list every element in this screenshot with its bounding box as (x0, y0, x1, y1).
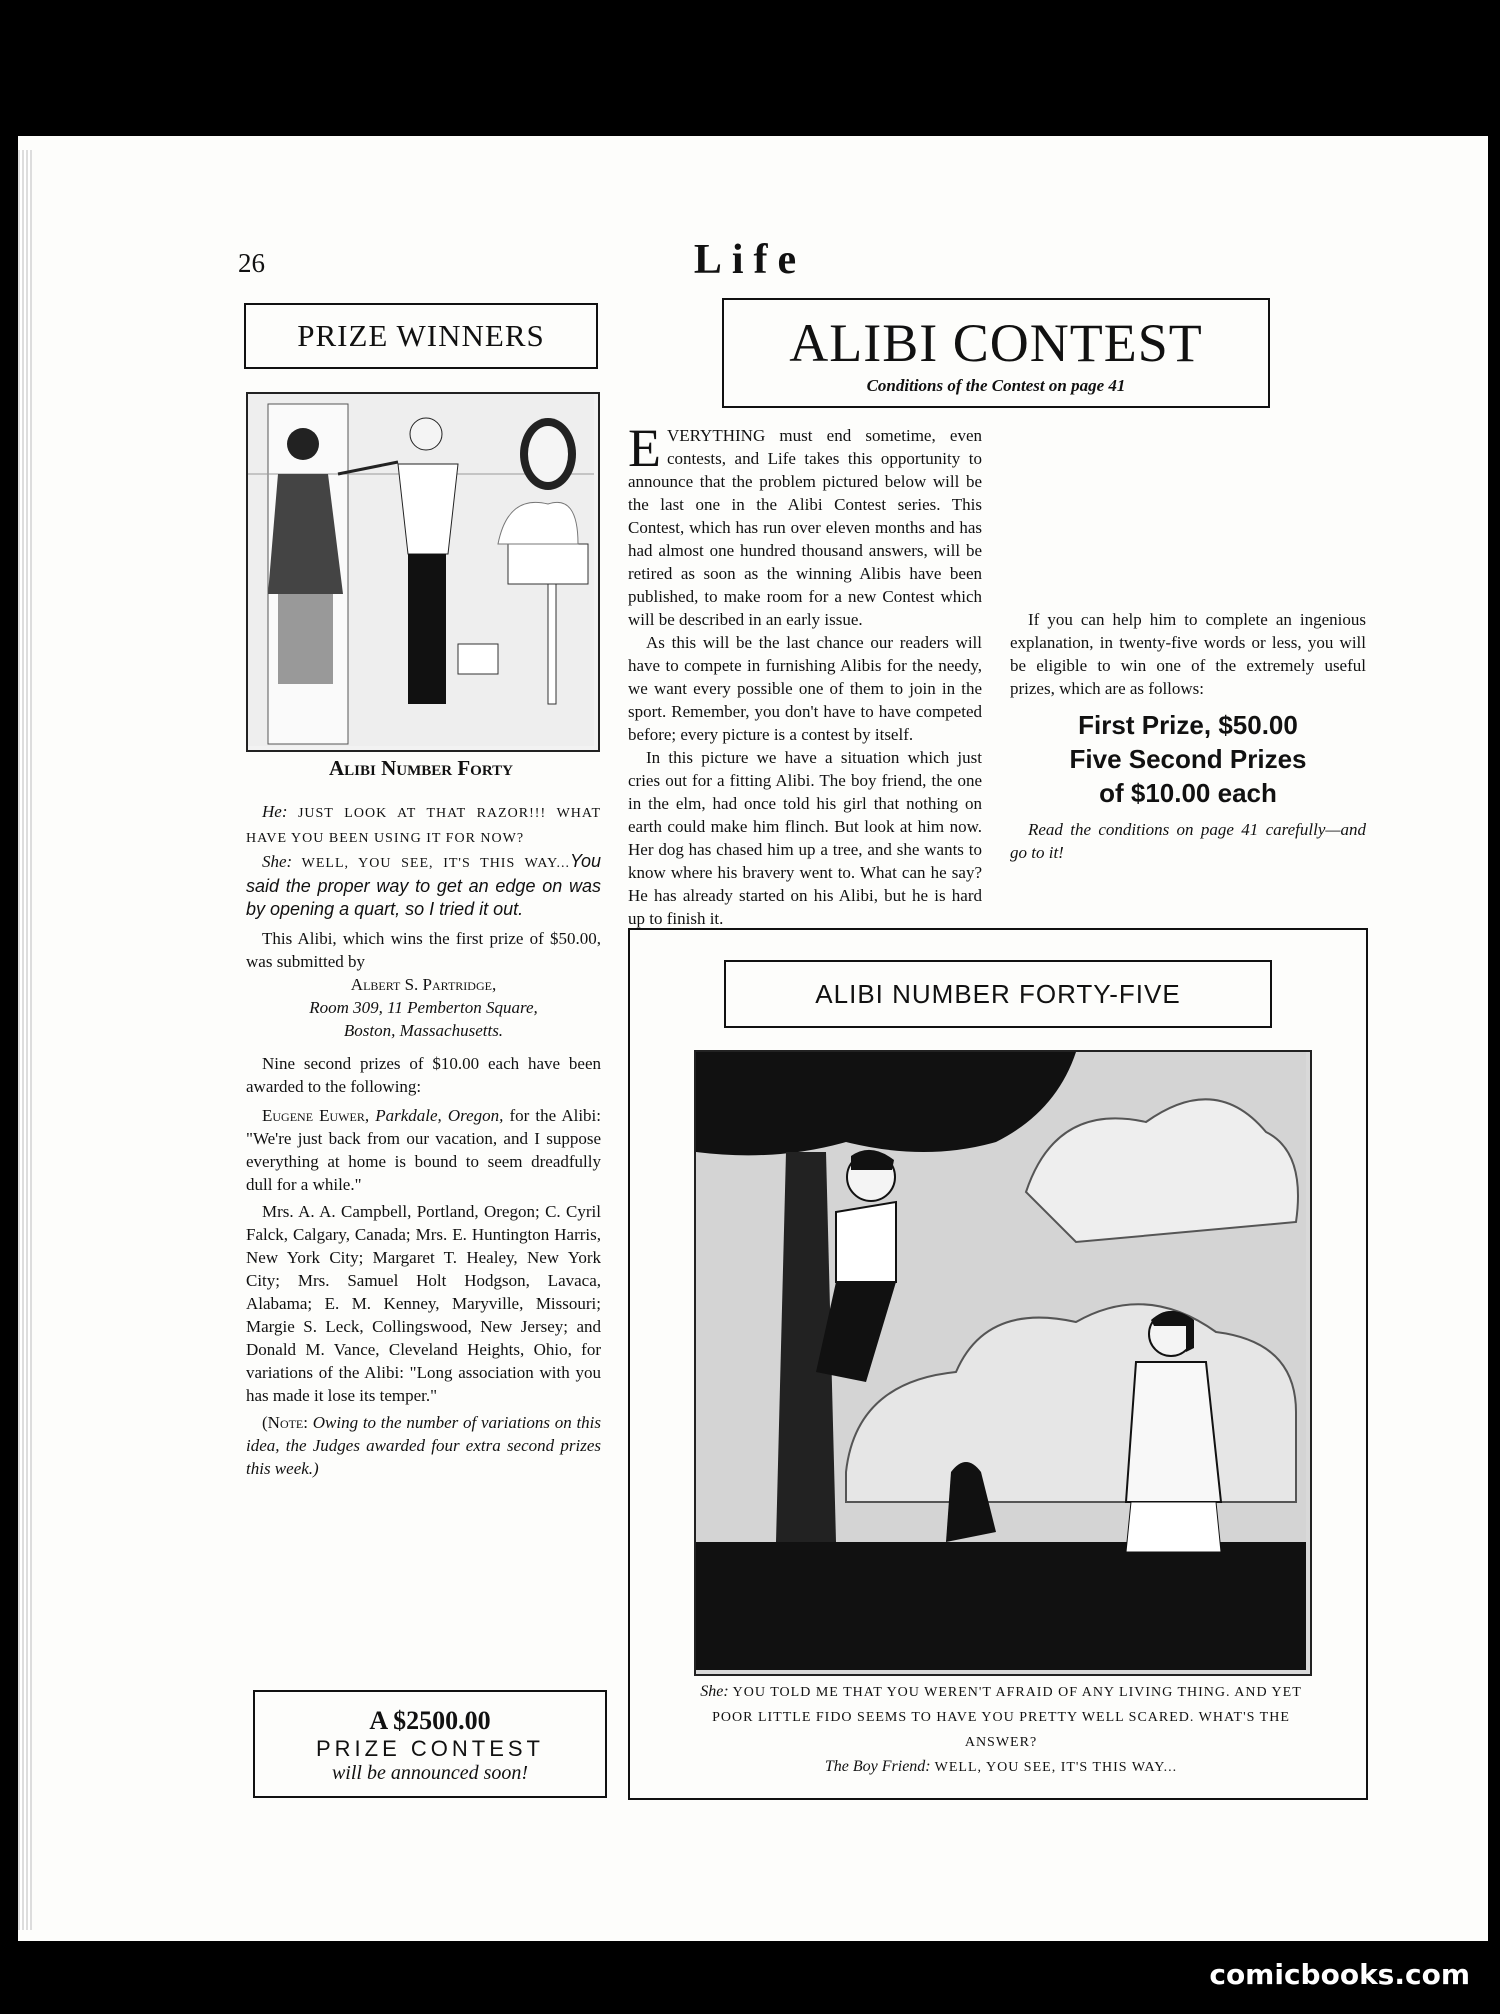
alibi-forty-five-heading: ALIBI NUMBER FORTY-FIVE (724, 960, 1272, 1028)
she-label: She: (262, 852, 293, 871)
ad-line-2: PRIZE CONTEST (315, 1736, 544, 1761)
she-answer: You said the proper way to get an edge on was by opening a quart, so I tried it out. (246, 851, 601, 919)
winner-address-1: Room 309, 11 Pemberton Square, (309, 998, 538, 1017)
note-label: (Note: (262, 1413, 308, 1432)
alibi-forty-cartoon (246, 392, 600, 752)
contest-p5: Read the conditions on page 41 carefully—and go to it! (1010, 820, 1366, 862)
masthead: Life (693, 237, 807, 283)
alibi-contest-title: ALIBI CONTEST (789, 313, 1203, 373)
page-number: 26 (238, 248, 265, 278)
winners-list: Mrs. A. A. Campbell, Portland, Oregon; C. Cyril Falck, Calgary, Canada; Mrs. E. Huntington Harris, New York City; Margaret T. Healey, New York City; Mrs. Samuel Holt Hodgson, Lavaca, Alabama; E. M. Kenney, Maryville, Missouri; Margie S. Leck, Collingswood, New Jersey; and Donald M. Vance, Cleveland Heights, Ohio, for variations of the Alibi: "Long association with you has made it lose its temper." (246, 1202, 601, 1405)
contest-column-2 (1010, 424, 1366, 864)
second-prizes-paragraph: Nine second prizes of $10.00 each have been awarded to the following: (246, 1054, 601, 1096)
prize-first: First Prize, $50.00 (1078, 710, 1298, 740)
she-text: WELL, YOU SEE, IT'S THIS WAY... (301, 856, 570, 871)
alibi-forty-five-caption (694, 1680, 1308, 1780)
caption-bf-label: The Boy Friend: (824, 1758, 931, 1775)
first-prize-paragraph: This Alibi, which wins the first prize of $50.00, was submitted by (246, 929, 601, 971)
prize-second: Five Second Prizes (1069, 744, 1307, 774)
contest-p4: If you can help him to complete an ingenious explanation, in twenty-five words or less, you will be eligible to win one of the extremely useful prizes, which are as follows: (1010, 610, 1366, 698)
contest-ad (253, 1690, 607, 1798)
alibi-forty-caption: Alibi Number Forty (329, 756, 513, 780)
euwer-place: Parkdale, Oregon, (375, 1106, 504, 1125)
euwer-name: Eugene Euwer, (262, 1106, 370, 1125)
site-watermark: comicbooks.com (1209, 1958, 1470, 1991)
caption-bf-text: WELL, YOU SEE, IT'S THIS WAY... (934, 1760, 1178, 1775)
ad-line-1: A $2500.00 (369, 1706, 491, 1735)
prize-second-amount: of $10.00 each (1099, 778, 1277, 808)
caption-she-label: She: (700, 1683, 729, 1700)
winner-name: Albert S. Partridge, (350, 975, 497, 994)
contest-p2: As this will be the last chance our readers will have to compete in furnishing Alibis for the needy, we want every possible one of them to join in the sport. Remember, you don't have to have competed before; every picture is a contest by itself. (628, 633, 982, 744)
alibi-contest-subtitle: Conditions of the Contest on page 41 (866, 376, 1126, 395)
alibi-forty-five-cartoon (694, 1050, 1312, 1676)
ad-line-3: will be announced soon! (331, 1762, 529, 1784)
winner-address-2: Boston, Massachusetts. (343, 1021, 504, 1040)
prize-winners-heading: PRIZE WINNERS (244, 303, 598, 369)
contest-p3: In this picture we have a situation which just cries out for a fitting Alibi. The boy friend, the one in the elm, had once told his girl that nothing on earth could make him flinch. But look at him now. Her dog has chased him up a tree, and she wants to know where his bravery went to. What can he say? He has already started on his Alibi, but he is hard up to finish it. (628, 748, 982, 928)
euwer-alibi: for the Alibi: "We're just back from our vacation, and I suppose everything at home is bound to seem dreadfully dull for a while." (246, 1106, 601, 1194)
contest-p1: VERYTHING must end sometime, even contests, and Life takes this opportunity to announce that the problem pictured below will be the last one in the Alibi Contest series. This Contest, which has run over eleven months and has had almost one hundred thousand answers, will be retired as soon as the winning Alibis have been published, to make room for a new Contest which will be described in an early issue. (628, 426, 982, 629)
caption-she-text: YOU TOLD ME THAT YOU WEREN'T AFRAID OF ANY LIVING THING. AND YET POOR LITTLE FIDO SEEMS TO HAVE YOU PRETTY WELL SCARED. WHAT'S THE ANSWER? (712, 1685, 1302, 1750)
alibi-contest-header (722, 298, 1270, 408)
note-text: Owing to the number of variations on this idea, the Judges awarded four extra second prizes this week.) (246, 1413, 601, 1478)
contest-column-1 (628, 418, 982, 928)
drop-cap: E (628, 418, 661, 478)
prize-winners-text (246, 800, 601, 1480)
prize-list (1010, 708, 1366, 810)
page-edge (18, 150, 32, 1930)
he-text: JUST LOOK AT THAT RAZOR!!! WHAT HAVE YOU BEEN USING IT FOR NOW? (246, 806, 602, 846)
he-label: He: (262, 802, 288, 821)
